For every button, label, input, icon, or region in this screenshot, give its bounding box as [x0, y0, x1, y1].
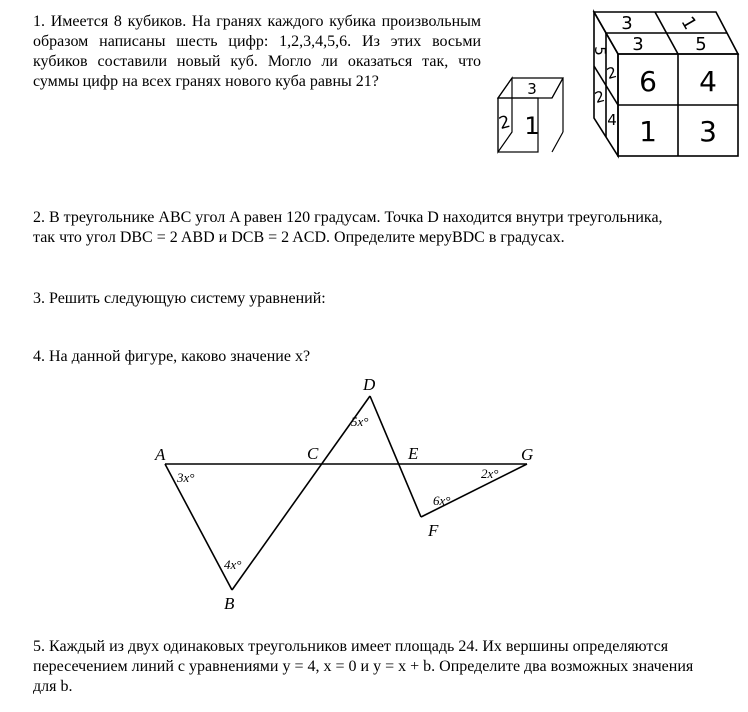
segment-ab [165, 464, 232, 590]
problem-3-text: 3. Решить следующую систему уравнений: [33, 290, 326, 307]
angle-label-f: 6x° [433, 493, 451, 508]
big-cube-front-face [618, 54, 738, 156]
big-cube-top-digit-3: 3 [632, 34, 644, 55]
point-label-g: G [521, 445, 534, 464]
problem-4-text: 4. На данной фигуре, каково значение x? [33, 348, 311, 365]
big-cube-front-digit-3: 1 [639, 115, 657, 148]
small-cube-top-face [498, 78, 563, 98]
segment-df [370, 396, 421, 517]
small-cube-side-face [498, 78, 512, 152]
big-cube-front-digit-4: 3 [699, 115, 717, 148]
problem-1-text: 1. Имеется 8 кубиков. На гранях каждого кубика произвольным образом написаны шесть цифр: 1,2,3,4,5,6. Из этих восьми кубиков составили новый куб. Могло ли оказаться так, что суммы цифр на всех гранях нового куба равны 21? [33, 13, 481, 90]
big-cube-top-digit-2: 1 [676, 13, 701, 34]
angle-label-b: 4x° [224, 557, 242, 572]
big-cube-side-digit-2: 2 [604, 63, 619, 83]
small-cube-front-face [498, 98, 538, 152]
big-cube-side-digit-1: 5 [591, 46, 609, 56]
point-label-d: D [363, 375, 376, 394]
big-cube-side-digit-4: 4 [607, 111, 617, 129]
big-cube-top-face [594, 12, 738, 54]
angle-label-d: 5x° [351, 414, 369, 429]
point-label-a: A [155, 445, 166, 464]
point-label-e: E [408, 444, 419, 463]
big-cube-side-digit-3: 2 [592, 87, 607, 107]
big-cube-top-digit-1: 3 [621, 13, 633, 34]
small-cube-top-digit: 3 [527, 80, 537, 98]
big-cube-top-digit-4: 5 [695, 34, 707, 55]
problem-5-text: 5. Каждый из двух одинаковых треугольников имеет площадь 24. Их вершины определяются пересечением линий с уравнениями y = 4, x = 0 и y = x + b. Определите два возможных значения для b. [33, 638, 694, 695]
big-cube-front-digit-1: 6 [639, 65, 657, 98]
angle-label-a: 3x° [177, 470, 195, 485]
big-cube-front-digit-2: 4 [699, 65, 717, 98]
problem-2-text: 2. В треугольнике ABC угол A равен 120 градусам. Точка D находится внутри треугольника, так что угол DBC = 2 ABD и DCB = 2 ACD. Определите меруBDC в градусах. [33, 209, 663, 246]
big-cube-side-face [594, 12, 618, 156]
point-label-c: C [307, 444, 319, 463]
geometry-figure [165, 396, 527, 590]
point-label-b: B [224, 594, 235, 613]
segment-bd [232, 396, 370, 590]
point-label-f: F [428, 521, 439, 540]
small-cube-front-digit: 1 [524, 112, 540, 140]
small-cube-side-digit: 2 [496, 111, 513, 135]
segment-fg [421, 464, 527, 517]
angle-label-g: 2x° [481, 466, 499, 481]
